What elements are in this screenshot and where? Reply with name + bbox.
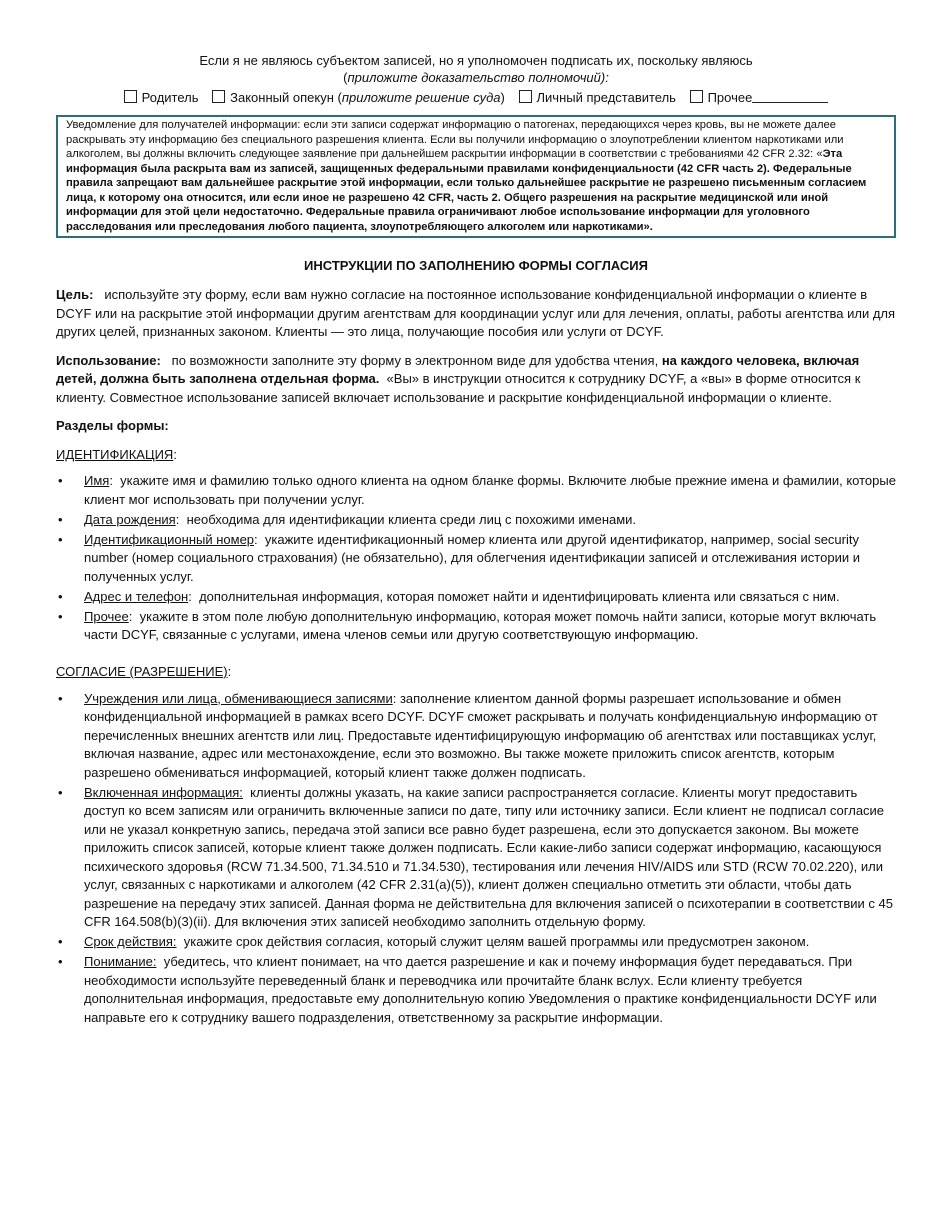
list-item [56,933,896,952]
list-item-term: Включенная информация: [84,784,243,800]
option-parent: Родитель [124,89,199,106]
list-item-term: Имя [84,473,110,488]
list-item-term: Срок действия: [84,934,177,949]
list-item-text: дополнительная информация, которая поможет найти и идентифицировать клиента или связаться с ним. [199,588,840,604]
guardian-checkbox[interactable] [212,90,225,103]
list-item: • Дата рождения: необходима для идентификации клиента среди лиц с похожими именами. [56,511,896,530]
list-item: • Адрес и телефон: дополнительная информация, которая поможет найти и идентифицировать клиента или связаться с ним. [56,588,896,607]
authorization-statement [56,52,896,86]
list-item-term: Учреждения или лица, обменивающиеся записями [84,690,393,706]
authorization-line1: Если я не являюсь субъектом записей, но я уполномочен подписать их, поскольку являюсь [199,53,753,68]
identification-list [56,472,896,645]
option-guardian: Законный опекун (приложите решение суда) [212,89,505,106]
other-blank-field[interactable] [752,90,828,103]
parent-checkbox[interactable] [124,90,137,103]
list-item: • Прочее: укажите в этом поле любую дополнительную информацию, которая может помочь найти записи, которые могут включать части DCYF, связанные с услугами, имена членов семьи или другую соответствующую информацию. [56,608,896,645]
option-personal-rep: Личный представитель [519,89,676,106]
list-item-term: Идентификационный номер [84,531,255,547]
option-other: Прочее [690,89,829,106]
proof-note: приложите доказательство полномочий): [347,70,609,85]
list-item: • Учреждения или лица, обменивающиеся записями: заполнение клиентом данной формы разрешает использование и обмен конфиденциальной информацией в рамках всего DCYF. DCYF сможет раскрывать и получать конфиденциальную информацию от перечисленных внешних агентств или лиц. Предоставьте идентифицирующую информацию об агентствах или поставщиках услуг, включая название, адрес или местонахождение, если это возможно. Вы также можете приложить список агентств, которым разрешено обмениваться информацией, который клиент также должен подписать. [56,690,896,783]
list-item: • Имя: укажите имя и фамилию только одного клиента на одном бланке формы. Включите любые прежние имена и фамилии, которые клиент мог использовать при получении услуг. [56,472,896,509]
list-item [56,953,896,1027]
list-item-term: Понимание: [84,954,157,969]
consent-list [56,690,896,1028]
notice-bold-text: Эта информация была раскрыта вам из записей, защищенных федеральными правилами конфиденциальности (42 CFR часть 2). Федеральные правила запрещают вам дальнейшее раскрытие этой информации, если только дальнейшее раскрытие не разрешено письменным согласием лица, к которому она относится, или если иное не разрешено 42 CFR, часть 2. Общего разрешения на раскрытие медицинской или иной информации для этой цели недостаточно. Федеральные правила ограничивают любое использование информации для уголовного расследования или преследования любого пациента, злоупотребляющего алкоголем или наркотиками». [66,148,867,233]
list-item [56,784,896,932]
list-item-term: Дата рождения [84,511,176,527]
personal-rep-checkbox[interactable] [519,90,532,103]
list-item: • Идентификационный номер: укажите идентификационный номер клиента или другой идентификатор, например, social security number (номер социального страхования) (не обязательно), для облегчения идентификации записей и отслеживания истории и полученных услуг. [56,531,896,587]
form-sections-label: Разделы формы: [56,418,169,433]
identification-heading: ИДЕНТИФИКАЦИЯ: [56,446,177,462]
consent-heading: СОГЛАСИЕ (РАЗРЕШЕНИЕ): [56,664,232,679]
representative-options [56,89,896,106]
list-item-text: убедитесь, что клиент понимает, на что дается разрешение и как и почему информация будет передаваться. При необходимости используйте переведенный бланк и переводчика или прочитайте бланк вслух. Если клиенту требуется дополнительная информация, предоставьте ему дополнительную копию Уведомления о практике конфиденциальности DCYF или направьте его к сотруднику вашего подразделения, ответственному за раскрытие информации. [84,954,877,1025]
list-item-text: укажите имя и фамилию только одного клиента на одном бланке формы. Включите любые прежние имена и фамилии, которые клиент мог использовать при получении услуг. [84,473,896,507]
list-item-text: заполнение клиентом данной формы разрешает использование и обмен конфиденциальной информацией в рамках всего DCYF. DCYF сможет раскрывать и получать конфиденциальную информацию от перечисленных внешних агентств или лиц. Предоставьте идентифицирующую информацию об агентствах или поставщиках услуг, включая название, адрес или местонахождение, если это возможно. Вы также можете приложить список агентств, которым разрешено обмениваться информацией, который клиент также должен подписать. [84,690,878,780]
list-item-text: необходима для идентификации клиента среди лиц с похожими именами. [186,511,637,527]
authorization-line2: (приложите доказательство полномочий): [343,70,609,85]
consent-instructions-page [56,52,896,1029]
list-item-term: Прочее [84,608,129,624]
purpose-paragraph: Цель: используйте эту форму, если вам нужно согласие на постоянное использование конфиденциальной информации о клиенте в DCYF или на раскрытие этой информации другим агентствам для координации услуг или для лечения, оплаты, работы агентства или для других целей, признанных законом. Клиенты — это лица, получающие пособия или услуги от DCYF. [56,287,896,339]
list-item-text: укажите срок действия согласия, который служит целям вашей программы или предусмотрен законом. [183,934,810,949]
list-item-text: укажите в этом поле любую дополнительную информацию, которая может помочь найти записи, которые могут включать части DCYF, связанные с услугами, имена членов семьи или другую соответствующую информацию. [84,608,877,642]
list-item-term: Адрес и телефон [84,588,189,604]
notice-plain-text: Уведомление для получателей информации: если эти записи содержат информацию о патогенах, передающихся через кровь, вы не можете далее раскрывать эту информацию без специального разрешения клиента. Если вы получили информацию о злоупотреблении клиентом наркотиками или алкоголем, вы должны включить следующее заявление при дальнейшем раскрытии информации в соответствии с требованиями 42 CFR 2.32: « [66,119,844,160]
instructions-title: ИНСТРУКЦИИ ПО ЗАПОЛНЕНИЮ ФОРМЫ СОГЛАСИЯ [304,258,648,273]
recipient-notice-box [56,115,896,238]
list-item-text: укажите идентификационный номер клиента или другой идентификатор, например, social security number (номер социального страхования) (не обязательно), для облегчения идентификации записей и отслеживания истории и полученных услуг. [84,531,860,584]
other-checkbox[interactable] [690,90,703,103]
list-item-text: клиенты должны указать, на какие записи распространяется согласие. Клиенты могут предоставить доступ ко всем записям или ограничить включенные записи по дате, типу или источнику записи. Если клиент не подписал согласие или не указал конкретную запись, передача этой записи все равно будет разрешена, если это допускается законом. Вы можете приложить список записей, которые клиент также должен подписать. Если какие-либо записи содержат информацию, касающуюся психического здоровья (RCW 71.34.500, 71.34.510 и 71.34.530), тестирования или лечения HIV/AIDS или STD (RCW 70.02.220), или услуг, связанных с наркотиками и алкоголем (42 CFR 2.31(a)(5)), клиент должен специально отметить эти области, чтобы дать разрешение на передачу этих записей. Данная форма не действительна для включения записей о психотерапии в соответствии с 45 CFR 164.508(b)(3)(ii). Для включения этих записей необходимо заполнить отдельную форму. [84,784,893,929]
usage-paragraph: Использование: по возможности заполните эту форму в электронном виде для удобства чтения, на каждого человека, включая детей, должна быть заполнена отдельная форма. «Вы» в инструкции относится к сотруднику DCYF, а «вы» в форме относится к клиенту. Совместное использование записей включает использование и раскрытие конфиденциальной информации о клиенте. [56,352,861,405]
